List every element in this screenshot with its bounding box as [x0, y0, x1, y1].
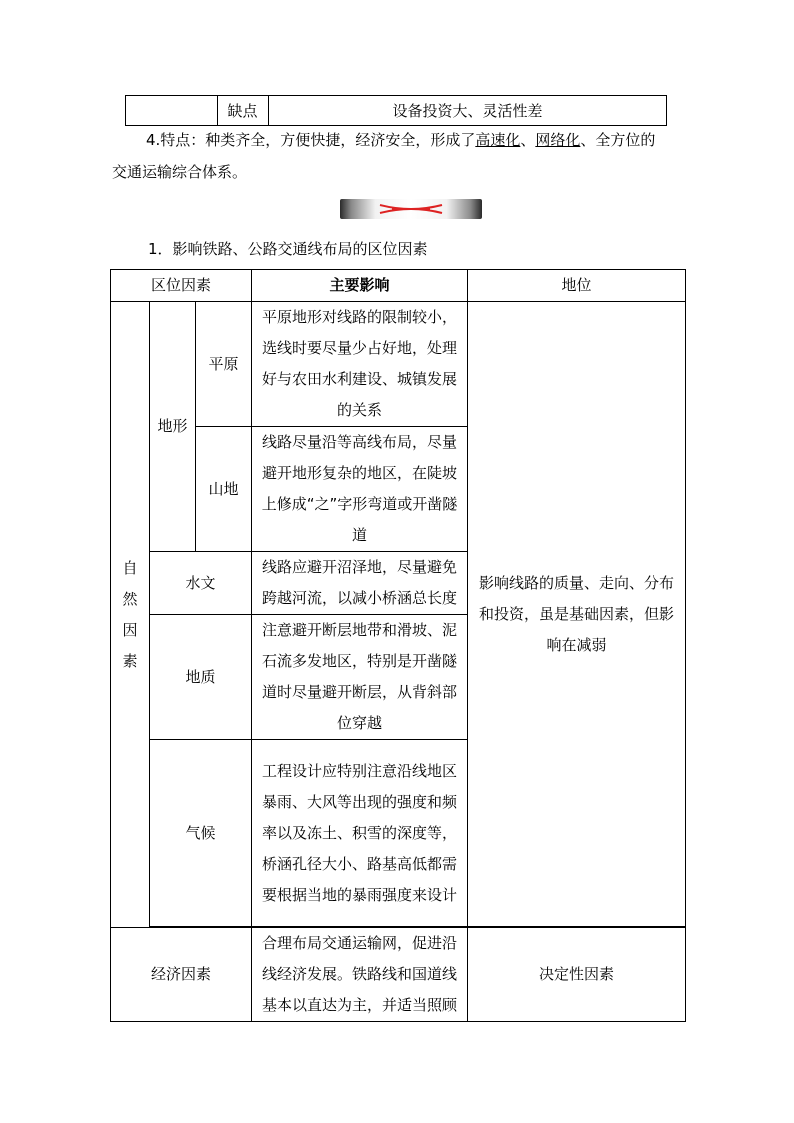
feature-keyword-1: 高速化 — [475, 131, 521, 149]
mountain-label: 山地 — [196, 427, 252, 552]
natural-status: 影响线路的质量、走向、分布和投资，虽是基础因素，但影响在减弱 — [468, 302, 686, 927]
drawback-text: 设备投资大、灵活性差 — [392, 102, 543, 120]
natural-factors-label — [111, 302, 150, 928]
location-factors-table — [110, 269, 686, 1022]
geology-effect: 注意避开断层地带和滑坡、泥石流多发地区，特别是开凿隧道时尽量避开断层，从背斜部位穿越 — [252, 615, 468, 740]
table-row — [111, 928, 686, 1022]
feature-keyword-2: 网络化 — [535, 131, 581, 149]
terrain-label: 地形 — [150, 302, 196, 552]
plain-effect: 平原地形对线路的限制较小，选线时要尽量少占好地，处理好与农田水利建设、城镇发展的关系 — [252, 302, 468, 427]
feature-line-2: 交通运输综合体系。 — [112, 163, 248, 181]
geology-label: 地质 — [150, 615, 252, 740]
table-header-row — [111, 270, 686, 302]
economic-status: 决定性因素 — [468, 928, 686, 1022]
economic-label: 经济因素 — [111, 928, 252, 1022]
hydrology-effect: 线路应避开沼泽地，尽量避免跨越河流，以减小桥涵总长度 — [252, 552, 468, 615]
plain-label: 平原 — [196, 302, 252, 427]
empty-cell — [126, 96, 218, 125]
hydrology-label: 水文 — [150, 552, 252, 615]
feature-separator: 、 — [520, 131, 536, 149]
header-factor: 区位因素 — [111, 270, 252, 302]
natural-char: 素 — [122, 651, 138, 670]
header-effect: 主要影响 — [252, 270, 468, 302]
climate-effect: 工程设计应特别注意沿线地区暴雨、大风等出现的强度和频率以及冻土、积雪的深度等，桥涵孔径大小、路基高低都需要根据当地的暴雨强度来设计 — [252, 740, 468, 927]
banner-cross-icon — [340, 199, 482, 219]
mountain-effect: 线路尽量沿等高线布局，尽量避开地形复杂的地区，在陡坡上修成“之”字形弯道或开凿隧道 — [252, 427, 468, 552]
section-title: 1．影响铁路、公路交通线布局的区位因素 — [148, 240, 428, 258]
natural-char: 因 — [122, 620, 138, 639]
drawback-label: 缺点 — [217, 96, 269, 125]
feature-paragraph — [112, 124, 684, 188]
section-banner — [340, 199, 482, 219]
header-status: 地位 — [468, 270, 686, 302]
feature-prefix: 4.特点：种类齐全，方便快捷，经济安全，形成了 — [146, 131, 476, 149]
table-row — [111, 302, 686, 427]
climate-label: 气候 — [150, 740, 252, 927]
natural-char: 然 — [122, 589, 138, 608]
feature-suffix: 、全方位的 — [580, 131, 656, 149]
drawback-value — [269, 96, 666, 125]
natural-char: 自 — [122, 558, 138, 577]
top-table-row — [125, 95, 667, 126]
economic-effect: 合理布局交通运输网，促进沿线经济发展。铁路线和国道线基本以直达为主，并适当照顾 — [252, 928, 468, 1022]
